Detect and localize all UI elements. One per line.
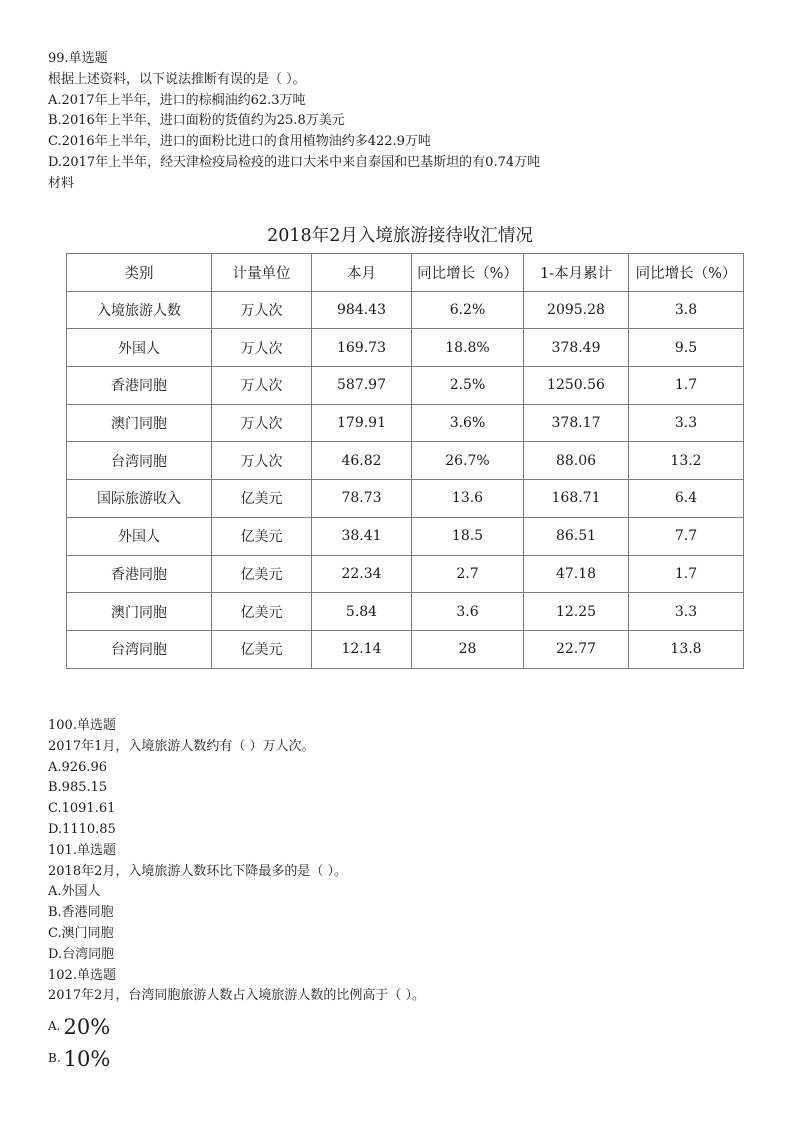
table-cell: 984.43: [312, 291, 412, 329]
option-a[interactable]: A.外国人: [48, 884, 101, 900]
option-c[interactable]: C.澳门同胞: [48, 925, 114, 941]
table-cell: 18.5: [412, 517, 524, 555]
table-cell: 5.84: [312, 593, 412, 631]
table-row: [67, 630, 744, 668]
table-cell: 亿美元: [212, 555, 312, 593]
table-row: [67, 517, 744, 555]
question-100: [48, 716, 425, 841]
column-header: 同比增长（%）: [412, 254, 524, 292]
table-cell: 1250.56: [524, 367, 629, 405]
table-cell: 万人次: [212, 367, 312, 405]
option-letter: B.: [48, 1051, 61, 1066]
table-cell: 13.8: [629, 630, 744, 668]
table-row: [67, 555, 744, 593]
column-header: 1-本月累计: [524, 254, 629, 292]
option-b[interactable]: B.香港同胞: [48, 905, 114, 921]
table-cell: 587.97: [312, 367, 412, 405]
table-cell: 万人次: [212, 329, 312, 367]
table-row: [67, 442, 744, 480]
table-cell: 6.2%: [412, 291, 524, 329]
table-cell: 外国人: [67, 329, 212, 367]
table-cell: 179.91: [312, 404, 412, 442]
table-cell: 378.17: [524, 404, 629, 442]
question-stem: 2018年2月，入境旅游人数环比下降最多的是（ ）。: [48, 863, 347, 879]
table-cell: 台湾同胞: [67, 630, 212, 668]
column-header: 本月: [312, 254, 412, 292]
question-102: [48, 966, 425, 1072]
table-title: 2018年2月入境旅游接待收汇情况: [267, 226, 533, 246]
table-cell: 3.3: [629, 593, 744, 631]
option-c[interactable]: C.1091.61: [48, 801, 116, 817]
table-cell: 万人次: [212, 442, 312, 480]
table-cell: 3.6: [412, 593, 524, 631]
table-cell: 国际旅游收入: [67, 480, 212, 518]
table-cell: 12.14: [312, 630, 412, 668]
table-cell: 13.6: [412, 480, 524, 518]
option-b[interactable]: [48, 1039, 425, 1071]
question-99: [48, 49, 540, 195]
table-row: [67, 480, 744, 518]
option-value: 20%: [63, 1015, 111, 1040]
table-cell: 万人次: [212, 291, 312, 329]
table-cell: 亿美元: [212, 630, 312, 668]
table-row: [67, 291, 744, 329]
table-cell: 万人次: [212, 404, 312, 442]
table-cell: 22.77: [524, 630, 629, 668]
option-b[interactable]: B.2016年上半年，进口面粉的货值约为25.8万美元: [48, 113, 345, 129]
option-a[interactable]: [48, 1007, 425, 1039]
column-header: 计量单位: [212, 254, 312, 292]
question-header: 100.单选题: [48, 718, 116, 733]
table-cell: 2.5%: [412, 367, 524, 405]
table-cell: 169.73: [312, 329, 412, 367]
table-cell: 168.71: [524, 480, 629, 518]
table-cell: 28: [412, 630, 524, 668]
question-stem: 2017年2月，台湾同胞旅游人数占入境旅游人数的比例高于（ ）。: [48, 988, 425, 1004]
table-cell: 18.8%: [412, 329, 524, 367]
table-cell: 12.25: [524, 593, 629, 631]
table-header-row: [67, 254, 744, 292]
question-header: 101.单选题: [48, 842, 116, 858]
option-a[interactable]: A.2017年上半年，进口的棕榈油约62.3万吨: [48, 92, 306, 108]
question-stem: 根据上述资料，以下说法推断有误的是（ ）。: [48, 71, 306, 87]
question-header: 99.单选题: [48, 51, 108, 66]
table-cell: 7.7: [629, 517, 744, 555]
table-cell: 86.51: [524, 517, 629, 555]
table-cell: 2095.28: [524, 291, 629, 329]
option-letter: A.: [48, 1019, 61, 1034]
table-cell: 46.82: [312, 442, 412, 480]
table-cell: 88.06: [524, 442, 629, 480]
option-d[interactable]: D.台湾同胞: [48, 946, 115, 962]
table-cell: 亿美元: [212, 517, 312, 555]
table-cell: 亿美元: [212, 593, 312, 631]
table-cell: 入境旅游人数: [67, 291, 212, 329]
table-row: [67, 329, 744, 367]
table-cell: 2.7: [412, 555, 524, 593]
option-a[interactable]: A.926.96: [48, 759, 108, 775]
question-header: 102.单选题: [48, 967, 116, 983]
option-value: 10%: [63, 1047, 111, 1072]
table-cell: 1.7: [629, 367, 744, 405]
table-cell: 38.41: [312, 517, 412, 555]
table-cell: 澳门同胞: [67, 593, 212, 631]
table-cell: 26.7%: [412, 442, 524, 480]
material-label: 材料: [48, 175, 75, 191]
table-cell: 香港同胞: [67, 555, 212, 593]
table-cell: 78.73: [312, 480, 412, 518]
option-d[interactable]: D.1110.85: [48, 821, 116, 837]
table-cell: 22.34: [312, 555, 412, 593]
table-row: [67, 367, 744, 405]
question-stem: 2017年1月，入境旅游人数约有（ ）万人次。: [48, 738, 315, 754]
table-cell: 3.3: [629, 404, 744, 442]
tourism-table: [66, 253, 744, 669]
table-cell: 13.2: [629, 442, 744, 480]
table-cell: 1.7: [629, 555, 744, 593]
table-cell: 47.18: [524, 555, 629, 593]
table-cell: 亿美元: [212, 480, 312, 518]
question-101: [48, 841, 425, 966]
table-cell: 台湾同胞: [67, 442, 212, 480]
column-header: 类别: [67, 254, 212, 292]
table-cell: 378.49: [524, 329, 629, 367]
table-cell: 6.4: [629, 480, 744, 518]
option-b[interactable]: B.985.15: [48, 780, 108, 796]
questions-block: [48, 716, 425, 1071]
column-header: 同比增长（%）: [629, 254, 744, 292]
option-d[interactable]: D.2017年上半年，经天津检疫局检疫的进口大米中来自泰国和巴基斯坦的有0.74万吨: [48, 154, 541, 170]
table-cell: 3.6%: [412, 404, 524, 442]
table-cell: 9.5: [629, 329, 744, 367]
table-cell: 香港同胞: [67, 367, 212, 405]
table-cell: 澳门同胞: [67, 404, 212, 442]
table-row: [67, 593, 744, 631]
table-cell: 外国人: [67, 517, 212, 555]
option-c[interactable]: C.2016年上半年，进口的面粉比进口的食用植物油约多422.9万吨: [48, 134, 431, 150]
table-row: [67, 404, 744, 442]
table-cell: 3.8: [629, 291, 744, 329]
